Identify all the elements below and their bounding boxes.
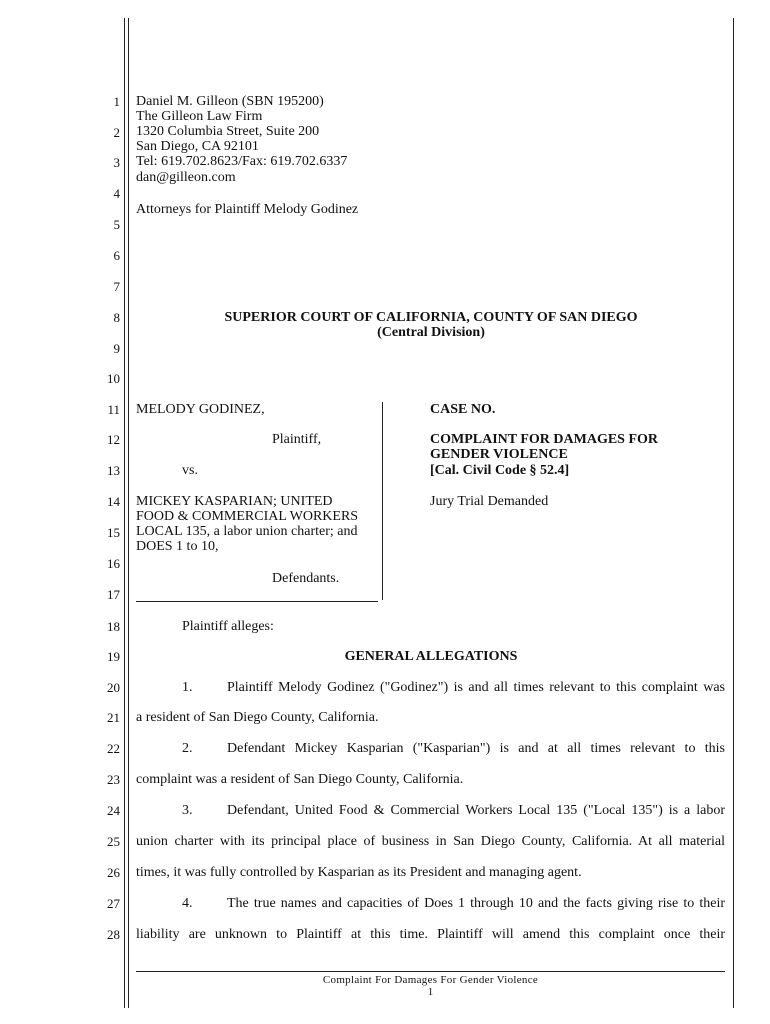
- defendant-line: MICKEY KASPARIAN; UNITED: [136, 494, 333, 509]
- paragraph-line: Defendant, United Food & Commercial Workers Local 135 ("Local 135") is a labor: [227, 803, 725, 818]
- paragraph-line: times, it was fully controlled by Kasparian as its President and managing agent.: [136, 865, 582, 880]
- line-number: 3: [113, 155, 120, 170]
- line-number: 18: [107, 619, 120, 634]
- right-margin-rule: [733, 18, 734, 1008]
- paragraph-line: Defendant Mickey Kasparian ("Kasparian") is and at all times relevant to this: [227, 741, 725, 756]
- paragraph-number: 2.: [182, 741, 193, 756]
- attorney-line: San Diego, CA 92101: [136, 139, 259, 154]
- line-number: 8: [113, 310, 120, 325]
- line-number: 9: [113, 341, 120, 356]
- line-number: 7: [113, 279, 120, 294]
- line-number: 26: [107, 865, 120, 880]
- attorneys-for: Attorneys for Plaintiff Melody Godinez: [136, 202, 359, 217]
- line-number: 15: [107, 525, 120, 540]
- page-number: 1: [427, 986, 434, 998]
- document-title-line: GENDER VIOLENCE: [430, 447, 568, 462]
- line-number: 14: [107, 494, 120, 509]
- line-number: 16: [107, 556, 120, 571]
- paragraph-line: union charter with its principal place of business in San Diego County, California. At all material: [136, 834, 725, 849]
- line-number: 27: [107, 896, 120, 911]
- attorney-line: 1320 Columbia Street, Suite 200: [136, 124, 320, 139]
- paragraph-number: 4.: [182, 896, 193, 911]
- line-number: 25: [107, 834, 120, 849]
- footer-title: Complaint For Damages For Gender Violence: [322, 974, 539, 986]
- plaintiff-name: MELODY GODINEZ,: [136, 402, 265, 417]
- line-number: 1: [113, 94, 120, 109]
- line-number: 2: [113, 125, 120, 140]
- versus: vs.: [182, 463, 198, 478]
- defendant-role: Defendants.: [272, 571, 340, 586]
- jury-demand: Jury Trial Demanded: [430, 494, 549, 509]
- court-division: (Central Division): [377, 325, 485, 340]
- defendant-line: LOCAL 135, a labor union charter; and: [136, 524, 358, 539]
- document-title-line: COMPLAINT FOR DAMAGES FOR: [430, 432, 659, 447]
- defendant-line: DOES 1 to 10,: [136, 539, 219, 554]
- paragraph-line: complaint was a resident of San Diego County, California.: [136, 772, 464, 787]
- line-number: 24: [107, 803, 120, 818]
- defendant-line: FOOD & COMMERCIAL WORKERS: [136, 509, 359, 524]
- paragraph-number: 3.: [182, 803, 193, 818]
- line-number: 5: [113, 217, 120, 232]
- line-number: 11: [107, 402, 120, 417]
- line-number: 21: [107, 710, 120, 725]
- left-margin-rule-inner: [128, 18, 129, 1008]
- caption-bottom-rule: [136, 601, 378, 602]
- attorney-line: Tel: 619.702.8623/Fax: 619.702.6337: [136, 154, 348, 169]
- attorney-email: dan@gilleon.com: [136, 170, 236, 185]
- paragraph-line: Plaintiff Melody Godinez ("Godinez") is and all times relevant to this complaint was: [227, 680, 725, 695]
- section-heading: GENERAL ALLEGATIONS: [344, 649, 518, 664]
- paragraph-number: 1.: [182, 680, 193, 695]
- line-number: 17: [107, 587, 120, 602]
- line-number: 23: [107, 772, 120, 787]
- attorney-line: The Gilleon Law Firm: [136, 109, 263, 124]
- paragraph-line: The true names and capacities of Does 1 through 10 and the facts giving rise to their: [227, 896, 725, 911]
- line-number: 19: [107, 649, 120, 664]
- line-number: 20: [107, 680, 120, 695]
- line-number: 6: [113, 248, 120, 263]
- line-number: 10: [107, 371, 120, 386]
- case-number: CASE NO.: [430, 402, 496, 417]
- line-number: 28: [107, 927, 120, 942]
- statute-citation: [Cal. Civil Code § 52.4]: [430, 463, 570, 478]
- line-number: 13: [107, 463, 120, 478]
- line-number: 12: [107, 432, 120, 447]
- court-title: SUPERIOR COURT OF CALIFORNIA, COUNTY OF SAN DIEGO: [224, 310, 638, 325]
- attorney-line: Daniel M. Gilleon (SBN 195200): [136, 94, 324, 109]
- body-intro: Plaintiff alleges:: [182, 619, 274, 634]
- line-number: 4: [113, 186, 120, 201]
- left-margin-rule-outer: [124, 18, 125, 1008]
- plaintiff-role: Plaintiff,: [272, 432, 322, 447]
- caption-divider-rule: [382, 402, 383, 600]
- paragraph-line: a resident of San Diego County, California.: [136, 710, 379, 725]
- footer-rule: [136, 971, 725, 972]
- paragraph-line: liability are unknown to Plaintiff at this time. Plaintiff will amend this complaint once their: [136, 927, 725, 942]
- line-number: 22: [107, 741, 120, 756]
